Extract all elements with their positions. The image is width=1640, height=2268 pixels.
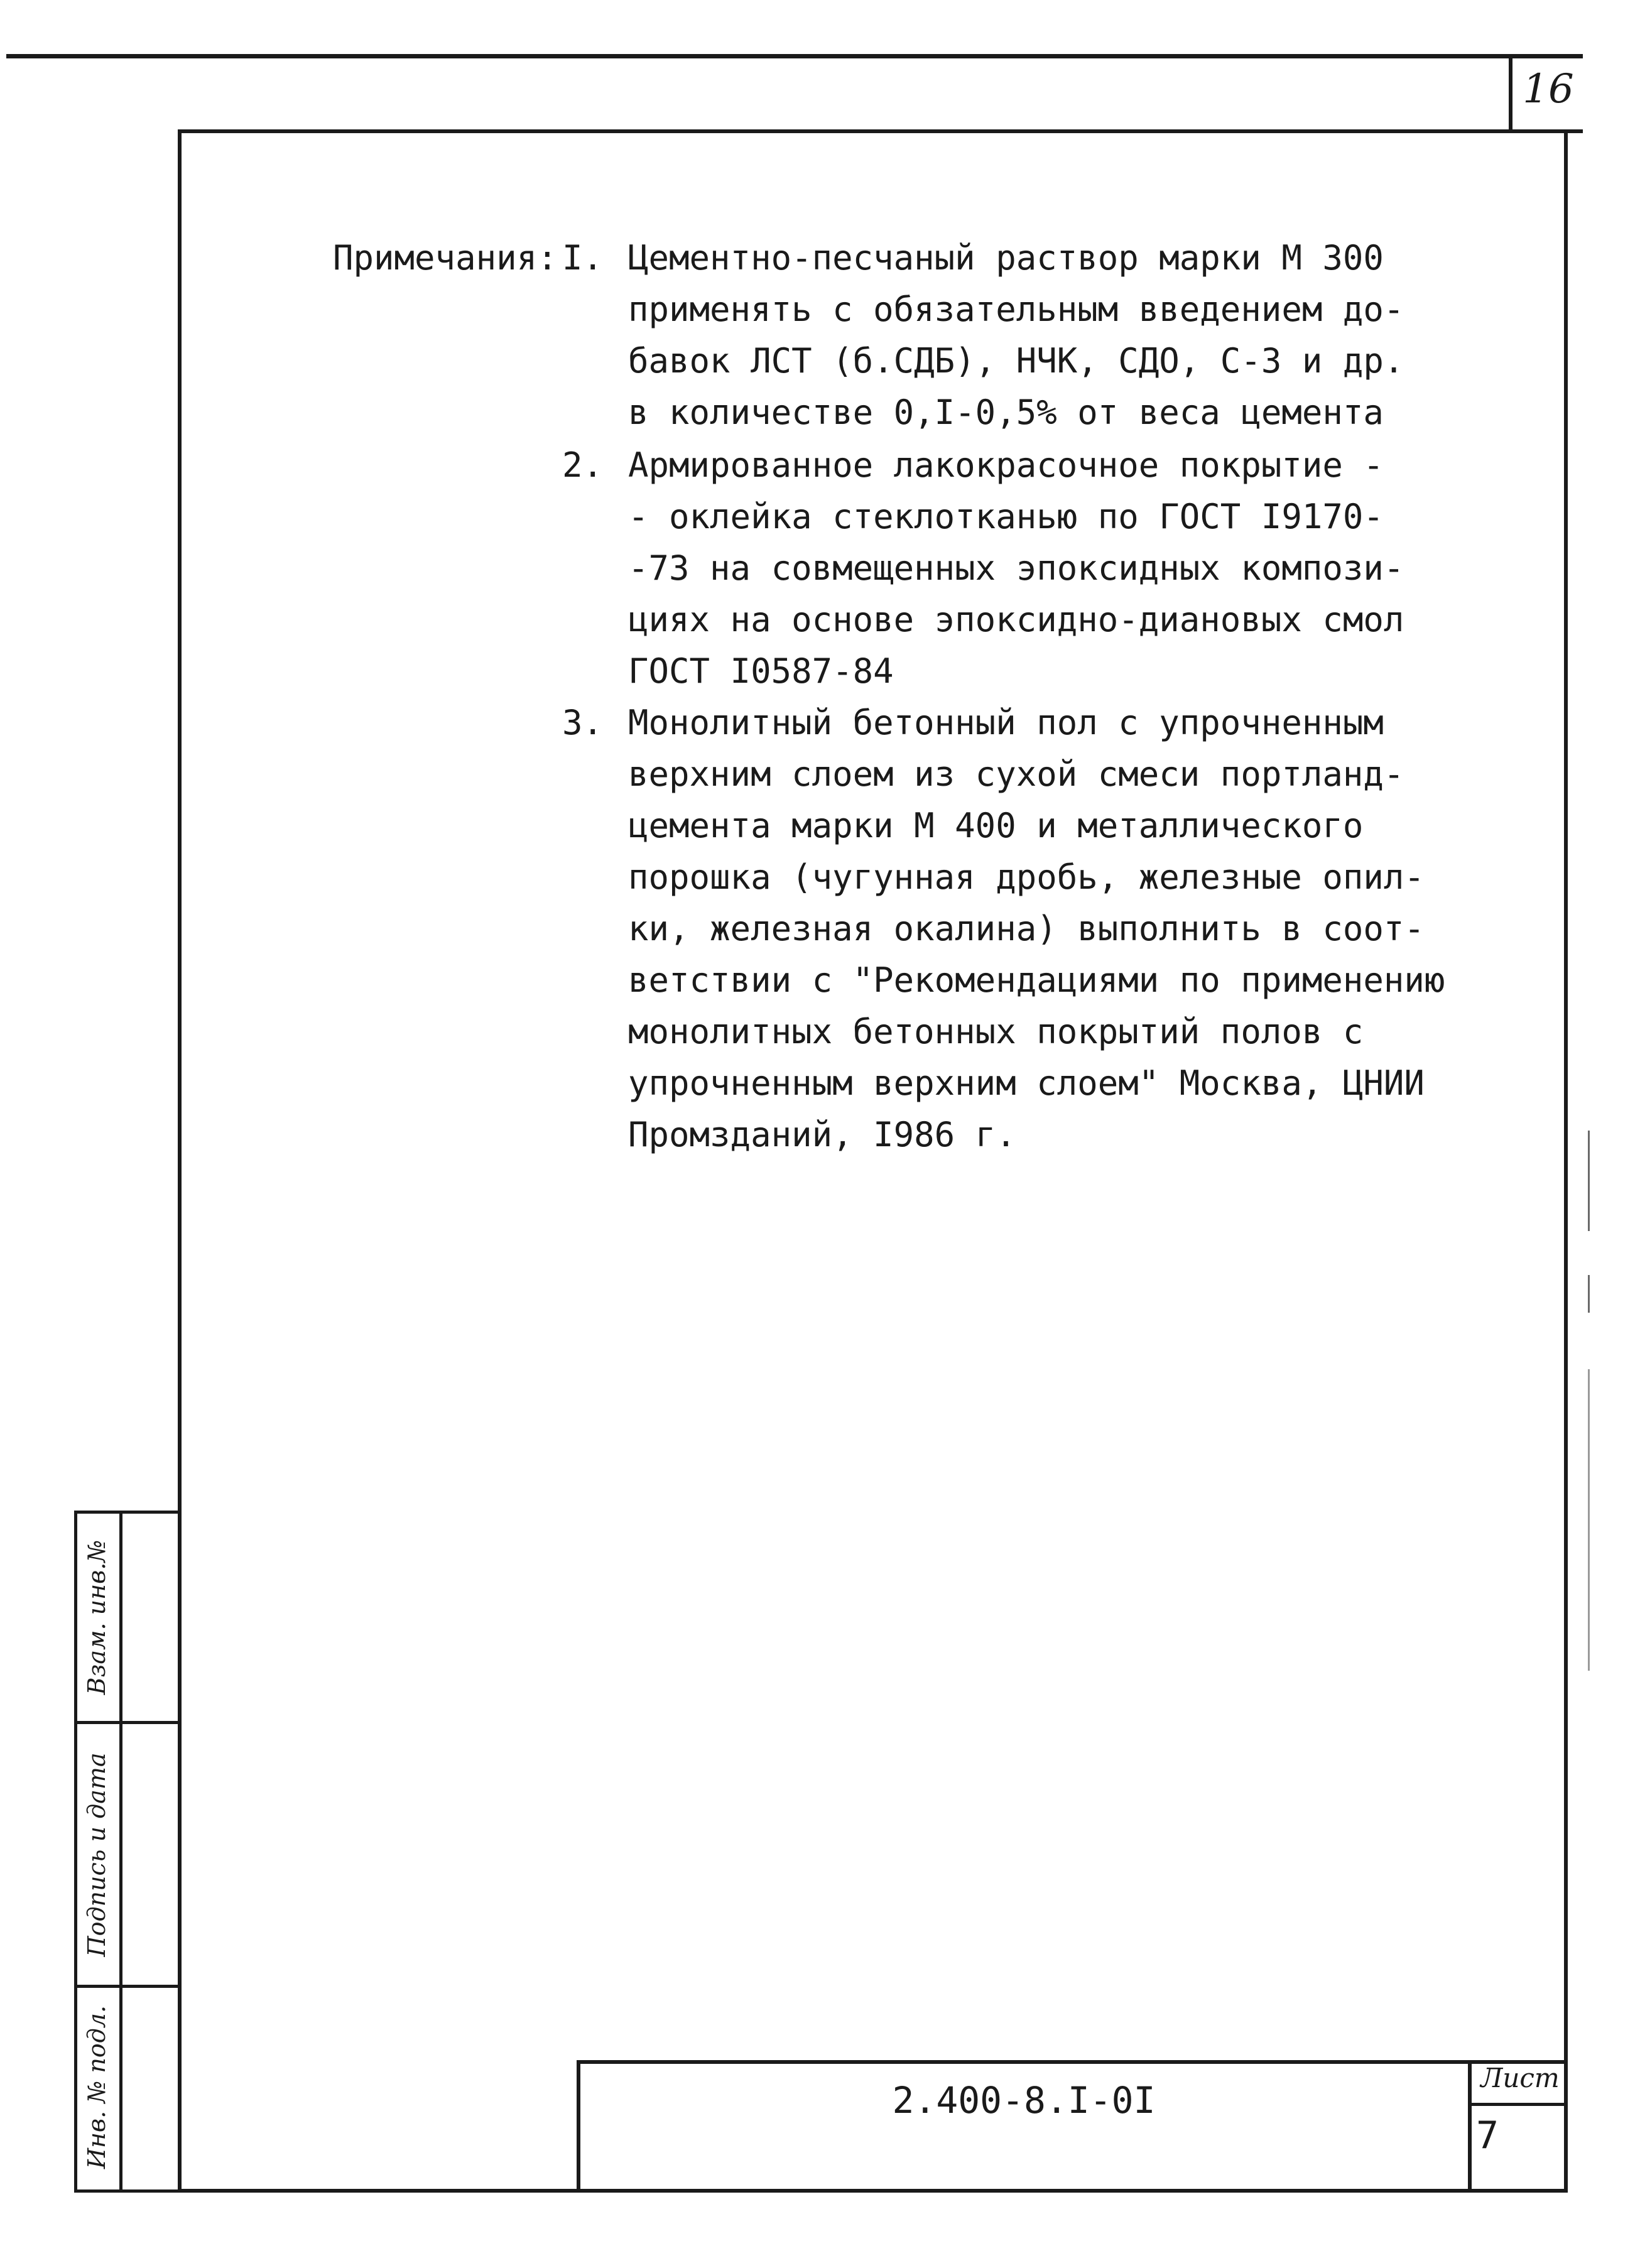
note-line: ветствии с "Рекомендациями по применению bbox=[628, 960, 1445, 1000]
note-line: бавок ЛСТ (б.СДБ), НЧК, СДО, С-3 и др. bbox=[628, 341, 1404, 381]
side-strip-label-original-inv: Инв. № подл. bbox=[83, 2005, 111, 2169]
scan-artifact-line bbox=[1588, 1275, 1590, 1313]
note-line: - оклейка стеклотканью по ГОСТ I9170- bbox=[628, 497, 1384, 536]
note-line: -73 на совмещенных эпоксидных компози- bbox=[628, 548, 1404, 588]
note-item-1 bbox=[628, 232, 1404, 438]
note-line: применять с обязательным введением до- bbox=[628, 290, 1404, 329]
top-border-line bbox=[6, 54, 1583, 58]
side-strip-label-signature-date: Подпись и дата bbox=[83, 1752, 111, 1957]
note-line: упрочненным верхним слоем" Москва, ЦНИИ bbox=[628, 1063, 1425, 1103]
note-line: монолитных бетонных покрытий полов с bbox=[628, 1012, 1364, 1051]
note-number-2: 2. bbox=[562, 445, 604, 485]
note-line: цемента марки М 400 и металлического bbox=[628, 806, 1364, 845]
note-line: циях на основе эпоксидно-диановых смол bbox=[628, 600, 1404, 639]
note-line: Армированное лакокрасочное покрытие - bbox=[628, 445, 1384, 485]
note-line: в количестве 0,I-0,5% от веса цемента bbox=[628, 393, 1384, 432]
document-code: 2.400-8.I-0I bbox=[892, 2079, 1156, 2122]
scan-artifact-line bbox=[1588, 1131, 1590, 1231]
title-block-divider bbox=[1468, 2060, 1472, 2193]
sheet-value: 7 bbox=[1476, 2113, 1499, 2157]
note-item-2 bbox=[628, 440, 1404, 697]
note-number-3: 3. bbox=[562, 703, 604, 742]
side-strip-label-replacement-inv: Взам. инв.№ bbox=[83, 1539, 111, 1695]
drawing-frame bbox=[178, 129, 1568, 2193]
note-line: верхним слоем из сухой смеси портланд- bbox=[628, 754, 1404, 794]
note-line: Цементно-песчаный раствор марки М 300 bbox=[628, 238, 1384, 278]
scan-artifact-line bbox=[1588, 1369, 1590, 1671]
note-line: порошка (чугунная дробь, железные опил- bbox=[628, 857, 1425, 897]
notes-heading: Примечания: bbox=[333, 238, 558, 278]
note-line: Монолитный бетонный пол с упрочненным bbox=[628, 703, 1384, 742]
side-strip-column-divider bbox=[119, 1511, 122, 2193]
note-line: Промзданий, I986 г. bbox=[628, 1115, 1016, 1154]
note-line: ки, железная окалина) выполнить в соот- bbox=[628, 909, 1425, 948]
note-line: ГОСТ I0587-84 bbox=[628, 651, 894, 691]
note-number-1: I. bbox=[562, 238, 604, 278]
sheet-number: 16 bbox=[1523, 66, 1574, 112]
sheet-label: Лист bbox=[1480, 2063, 1560, 2093]
note-item-3 bbox=[628, 697, 1445, 1161]
title-block-sheet-divider bbox=[1468, 2103, 1568, 2106]
